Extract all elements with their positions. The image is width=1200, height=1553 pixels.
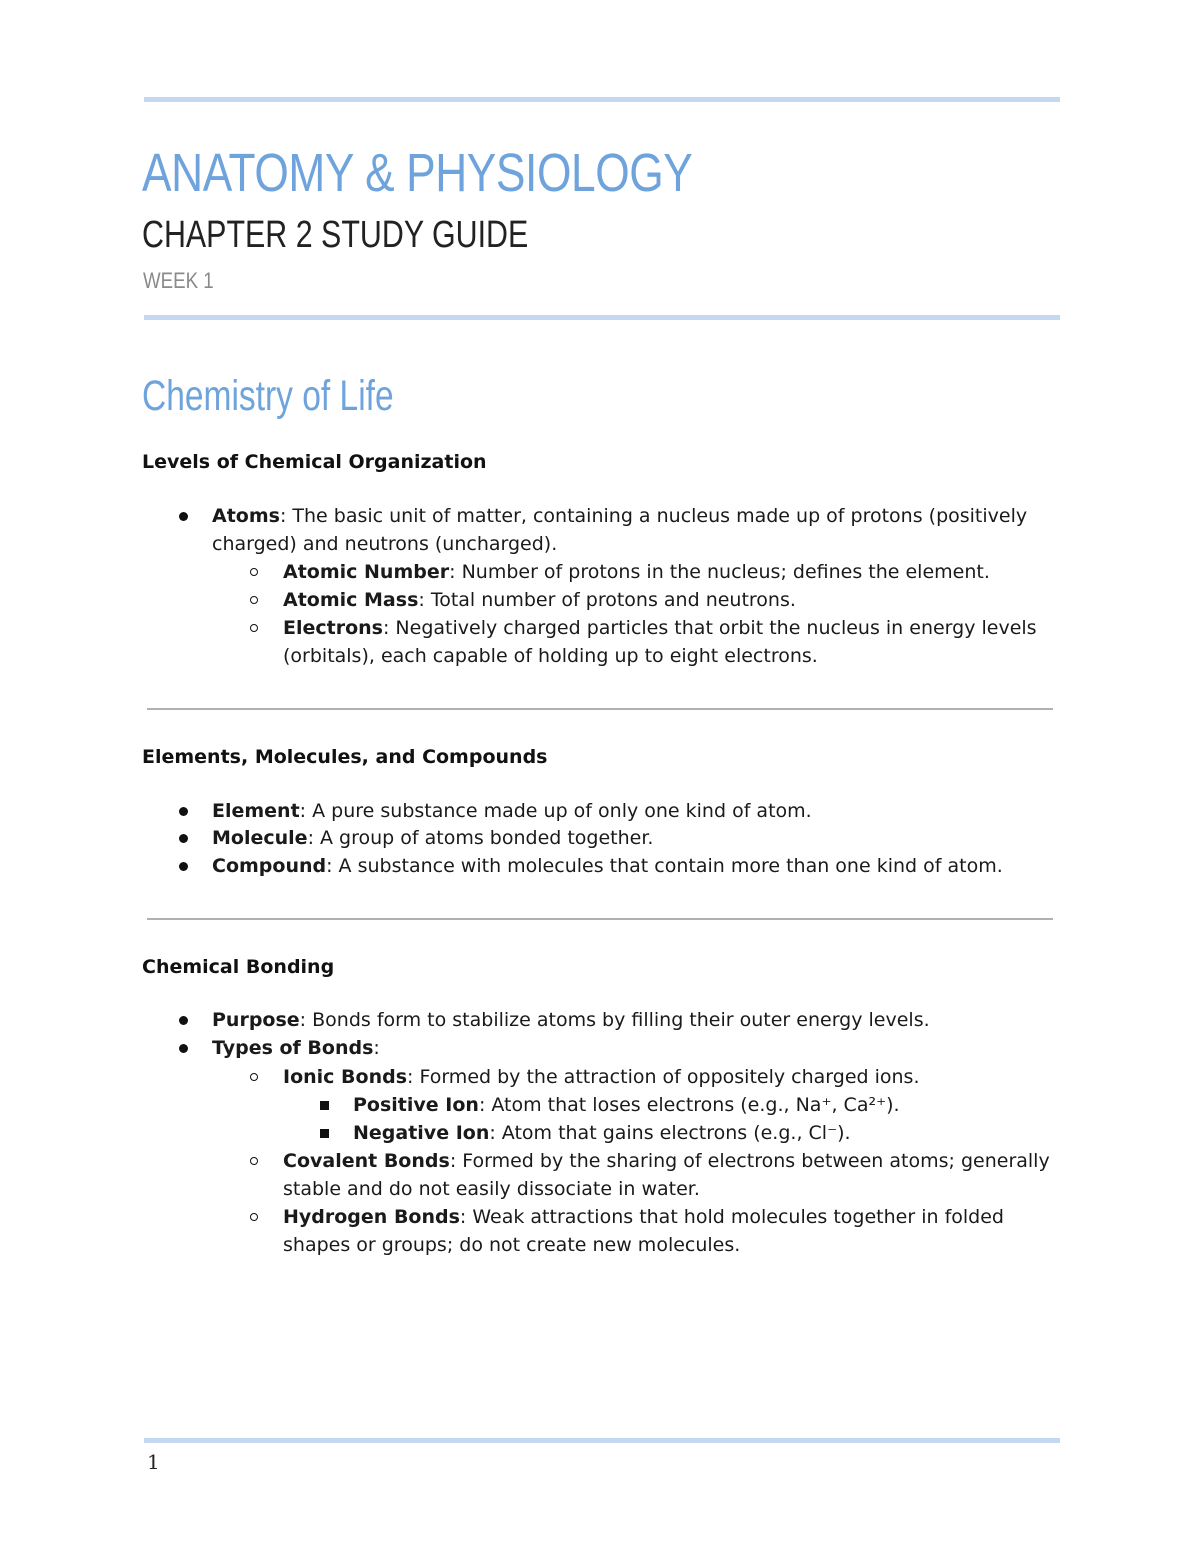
- list-item-atomic-number: Atomic Number: Number of protons in the nucleus; defines the element.: [283, 561, 990, 583]
- bullet-dot: [179, 1016, 188, 1025]
- list-item-ionic: Ionic Bonds: Formed by the attraction of oppositely charged ions.: [283, 1066, 920, 1088]
- list-item-electrons: Electrons: Negatively charged particles that orbit the nucleus in energy levels: [283, 617, 1037, 639]
- bullet-dot: [179, 807, 188, 816]
- list-item-positive-ion: Positive Ion: Atom that loses electrons (e.g., Na⁺, Ca²⁺).: [353, 1094, 900, 1116]
- list-item-types: Types of Bonds:: [212, 1037, 380, 1059]
- bullet-circle: [250, 1213, 258, 1221]
- document-subtitle: CHAPTER 2 STUDY GUIDE: [142, 214, 529, 256]
- bullet-dot: [179, 1044, 188, 1053]
- list-item-hydrogen: Hydrogen Bonds: Weak attractions that hold molecules together in folded: [283, 1206, 1004, 1228]
- week-label: WEEK 1: [143, 268, 214, 293]
- list-item-atoms: Atoms: The basic unit of matter, containing a nucleus made up of protons (positively: [212, 505, 1028, 527]
- list-item-atomic-mass: Atomic Mass: Total number of protons and neutrons.: [283, 589, 796, 611]
- header-bottom-rule: [144, 315, 1060, 320]
- page-number: 1: [147, 1450, 160, 1474]
- list-item-negative-ion: Negative Ion: Atom that gains electrons (e.g., Cl⁻).: [353, 1122, 851, 1144]
- list-item-atoms-cont: charged) and neutrons (uncharged).: [212, 533, 558, 555]
- bullet-square: [320, 1129, 329, 1138]
- bullet-circle: [250, 624, 258, 632]
- document-title: ANATOMY & PHYSIOLOGY: [142, 143, 693, 203]
- list-item-covalent-cont: stable and do not easily dissociate in water.: [283, 1178, 700, 1200]
- heading-elements: Elements, Molecules, and Compounds: [142, 746, 548, 768]
- bullet-dot: [179, 834, 188, 843]
- divider: [147, 708, 1053, 710]
- list-item-covalent: Covalent Bonds: Formed by the sharing of electrons between atoms; generally: [283, 1150, 1050, 1172]
- heading-bonding: Chemical Bonding: [142, 956, 335, 978]
- bullet-circle: [250, 1073, 258, 1081]
- bullet-dot: [179, 512, 188, 521]
- heading-levels: Levels of Chemical Organization: [142, 451, 487, 473]
- list-item-electrons-cont: (orbitals), each capable of holding up to eight electrons.: [283, 645, 818, 667]
- list-item-compound: Compound: A substance with molecules that contain more than one kind of atom.: [212, 855, 1003, 877]
- top-rule: [144, 97, 1060, 102]
- list-item-hydrogen-cont: shapes or groups; do not create new molecules.: [283, 1234, 741, 1256]
- bullet-dot: [179, 862, 188, 871]
- bullet-circle: [250, 1157, 258, 1165]
- footer-rule: [144, 1438, 1060, 1443]
- divider: [147, 918, 1053, 920]
- bullet-square: [320, 1101, 329, 1110]
- bullet-circle: [250, 596, 258, 604]
- section-title: Chemistry of Life: [142, 372, 394, 420]
- list-item-molecule: Molecule: A group of atoms bonded together.: [212, 827, 654, 849]
- bullet-circle: [250, 568, 258, 576]
- list-item-element: Element: A pure substance made up of only one kind of atom.: [212, 800, 812, 822]
- list-item-purpose: Purpose: Bonds form to stabilize atoms by filling their outer energy levels.: [212, 1009, 930, 1031]
